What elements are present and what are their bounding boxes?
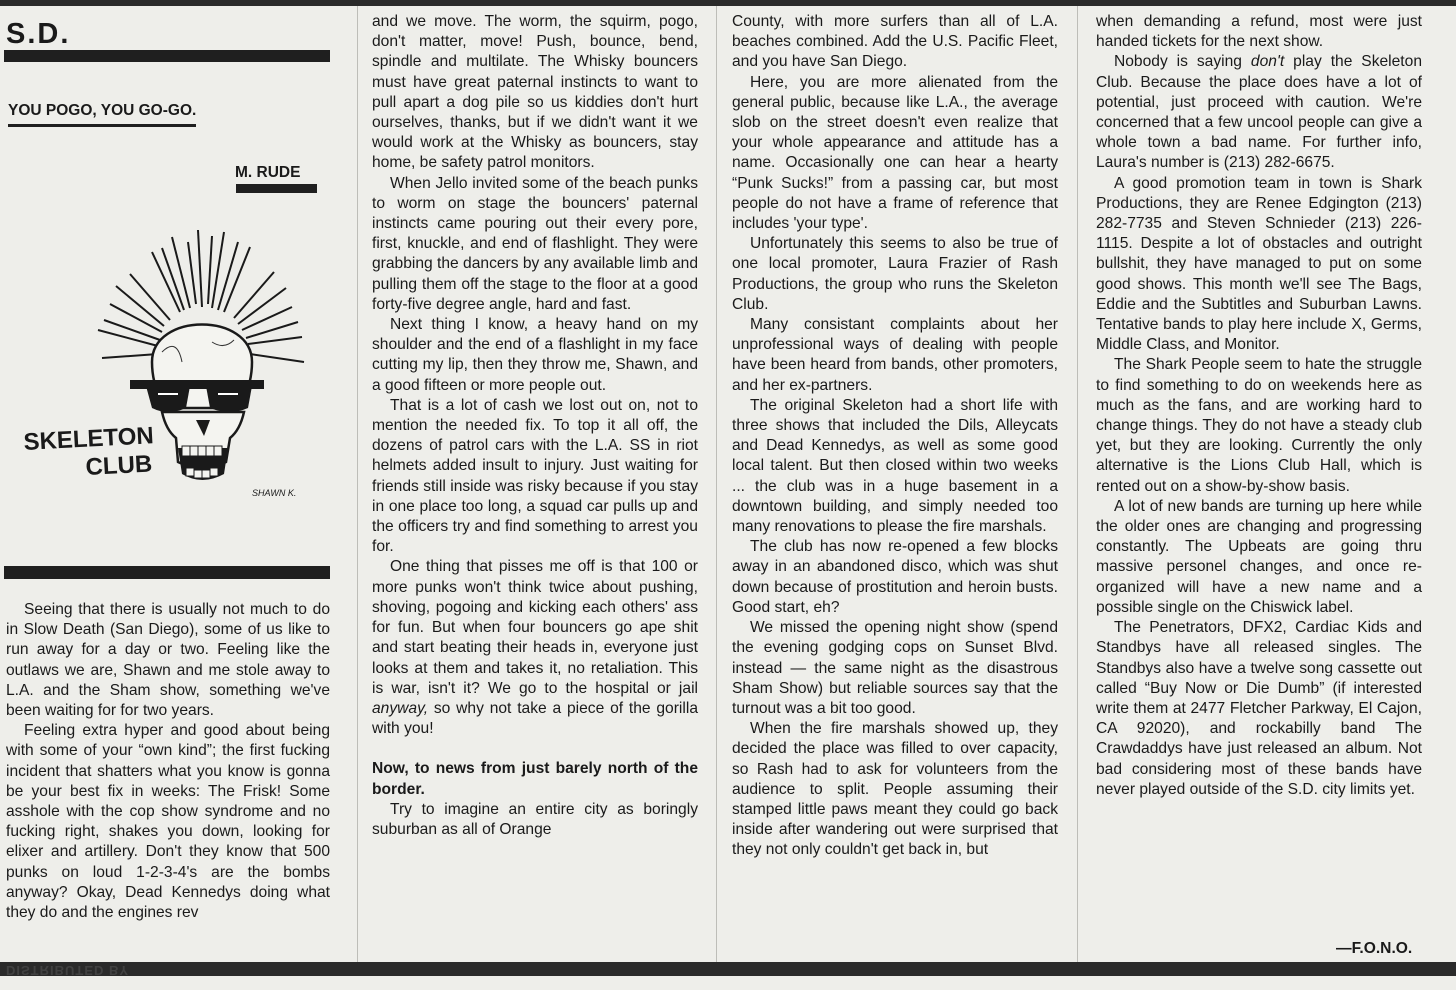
top-rule	[0, 0, 1456, 6]
paragraph: The club has now re-opened a few blocks away in an abandoned disco, which was shut down because of prostitution and heroin busts. Good start, eh?	[732, 538, 1058, 616]
paragraph: We missed the opening night show (spend the evening godging cops on Sunset Blvd. instead — the same night as the disastrous Sham Show) but reliable sources say that the turnout was a bit too good.	[732, 619, 1058, 717]
paragraph: Nobody is saying don't play the Skeleton Club. Because the place does have a lot of potential, just proceed with caution. We're concerned that a few uncool people can give a whole town a bad name. For further info, Laura's number is (213) 282-6675.	[1096, 53, 1422, 172]
bottom-rule	[0, 962, 1456, 976]
article-column-1	[6, 600, 330, 923]
paragraph: The original Skeleton had a short life with three shows that included the Dils, Alleycats and Dead Kennedys, as well as some good local talent. But then closed within two weeks ... the club was in a huge basement in a downtown building, and simply needed too many renovations to please the fire marshals.	[732, 396, 1058, 536]
paragraph: County, with more surfers than all of L.A. beaches combined. Add the U.S. Pacific Fleet, and you have San Diego.	[732, 13, 1058, 71]
illustration-signature: SHAWN K.	[252, 488, 297, 498]
paragraph: and we move. The worm, the squirm, pogo, don't matter, move! Push, bounce, bend, spindle and multilate. The Whisky bouncers must have great paternal instincts to want to pull apart a dog pile so us kiddies don't hurt ourselves, thanks, but if we didn't want it we would work at the Whisky as bouncers, stay home, be safety patrol monitors.	[372, 13, 698, 172]
paragraph: A lot of new bands are turning up here while the older ones are changing and progressing constantly. The Upbeats are going thru massive personel changes, and once re-organized will have a new name and a possible single on the Chiswick label.	[1096, 497, 1422, 616]
paragraph: Seeing that there is usually not much to do in Slow Death (San Diego), some of us like to run away for a day or two. Feeling like the outlaws we are, Shawn and me stole away to L.A. and the Sham show, something we've been waiting for for two years.	[6, 601, 330, 720]
illustration-label-club: CLUB	[84, 450, 153, 481]
paragraph: A good promotion team in town is Shark Productions, they are Renee Edgington (213) 282-7735 and Steven Schnieder (213) 226-1115. Despite a lot of obstacles and outright bullshit, they have managed to put on some good shows. This month we'll see The Bags, Eddie and the Subtitles and Suburban Lawns. Tentative bands to play here include X, Germs, Middle Class, and Monitor.	[1096, 174, 1422, 354]
paragraph: Feeling extra hyper and good about being with some of your “own kind”; the first fucking incident that shatters what you know is gonna be your best fix in weeks: The Frisk! Some asshole with the cop show syndrome and no fucking right, shakes you down, looking for elixer and artillery. Don't they know that 500 punks on loud 1-2-3-4's are the bombs anyway? Okay, Dead Kennedys doing what they do and the engines rev	[6, 722, 330, 922]
byline: M. RUDE	[235, 164, 301, 181]
paragraph: When the fire marshals showed up, they decided the place was filled to over capacity, so Rash had to ask for volunteers from the audience to split. People assuming their stamped little paws meant they could go back inside after wandering out were surprised that they not only couldn't get back in, but	[732, 720, 1058, 859]
paragraph: Here, you are more alienated from the general public, because like L.A., the average slob on the street doesn't even realize that your whole appearance and attitude has a name. Occasionally one can hear a hearty “Punk Sucks!” from a passing car, but most people do not have a frame of reference that includes 'your type'.	[732, 73, 1058, 233]
section-title: S.D.	[6, 18, 71, 50]
column-rule	[716, 6, 717, 962]
paragraph: One thing that pisses me off is that 100 or more punks won't think twice about pushing, shoving, pogoing and kicking each others' ass for fun. But when four bouncers go ape shit and start beating their heads in, everyone just looks at them and takes it, no retaliation. This is war, isn't it? We go to the hospital or jail anyway, so why not take a piece of the gorilla with you!	[372, 558, 698, 738]
author-signoff: —F.O.N.O.	[1336, 940, 1413, 957]
subheading: Now, to news from just barely north of the border.	[372, 760, 698, 798]
headline: YOU POGO, YOU GO-GO.	[8, 102, 196, 127]
footer-bleed-text: DISTRIBUTED BY	[6, 963, 130, 978]
section-divider-bar	[4, 566, 330, 579]
byline-bar	[236, 184, 317, 193]
paragraph: When Jello invited some of the beach punks to worm on stage the bouncers' paternal instincts came pouring out their every pore, first, knuckle, and end of flashlight. They were grabbing the dancers by any available limb and pulling them off the stage to the floor at a good forty-five degree angle, hard and fast.	[372, 174, 698, 313]
column-rule	[357, 6, 358, 962]
article-column-4	[1096, 12, 1422, 800]
paragraph: That is a lot of cash we lost out on, not to mention the needed fix. To top it all off, the dozens of patrol cars with the L.A. SS in riot helmets added insult to injury. Just waiting for friends still inside was risky because if you stay in one place too long, a squad car pulls up and the officers try and find something to arrest you for.	[372, 396, 698, 556]
paragraph: Unfortunately this seems to also be true of one local promoter, Laura Frazier of Rash Productions, the group who runs the Skeleton Club.	[732, 235, 1058, 313]
paragraph: Try to imagine an entire city as boringly suburban as all of Orange	[372, 800, 698, 838]
paragraph: Next thing I know, a heavy hand on my shoulder and the end of a flashlight in my face cutting my lip, then they throw me, Shawn, and a good fifteen or more people out.	[372, 316, 698, 394]
paragraph: The Shark People seem to hate the struggle to find something to do on weekends here as much as the fans, and are working hard to change things. They do not have a steady club yet, but they are looking. Currently the only alternative is the Lions Club Hall, which is rented out on a show-by-show basis.	[1096, 356, 1422, 495]
paragraph: when demanding a refund, most were just handed tickets for the next show.	[1096, 13, 1422, 51]
column-rule	[1077, 6, 1078, 962]
skeleton-club-illustration	[12, 212, 324, 512]
paragraph: The Penetrators, DFX2, Cardiac Kids and Standbys have all released singles. The Standbys also have a twelve song cassette out called “Buy Now or Die Dumb” (if interested write them at 2477 Fletcher Parkway, El Cajon, CA 92020), and rockabilly band The Crawdaddys have just released an album. Not bad considering most of these bands have never played outside of the S.D. city limits yet.	[1096, 619, 1422, 798]
header-bar	[4, 50, 330, 62]
article-column-3	[732, 12, 1058, 861]
article-column-2	[372, 12, 698, 840]
illustration-label-skeleton: SKELETON	[22, 422, 155, 456]
paragraph: Many consistant complaints about her unprofessional ways of dealing with people have been heard from bands, other promoters, and her ex-partners.	[732, 316, 1058, 394]
